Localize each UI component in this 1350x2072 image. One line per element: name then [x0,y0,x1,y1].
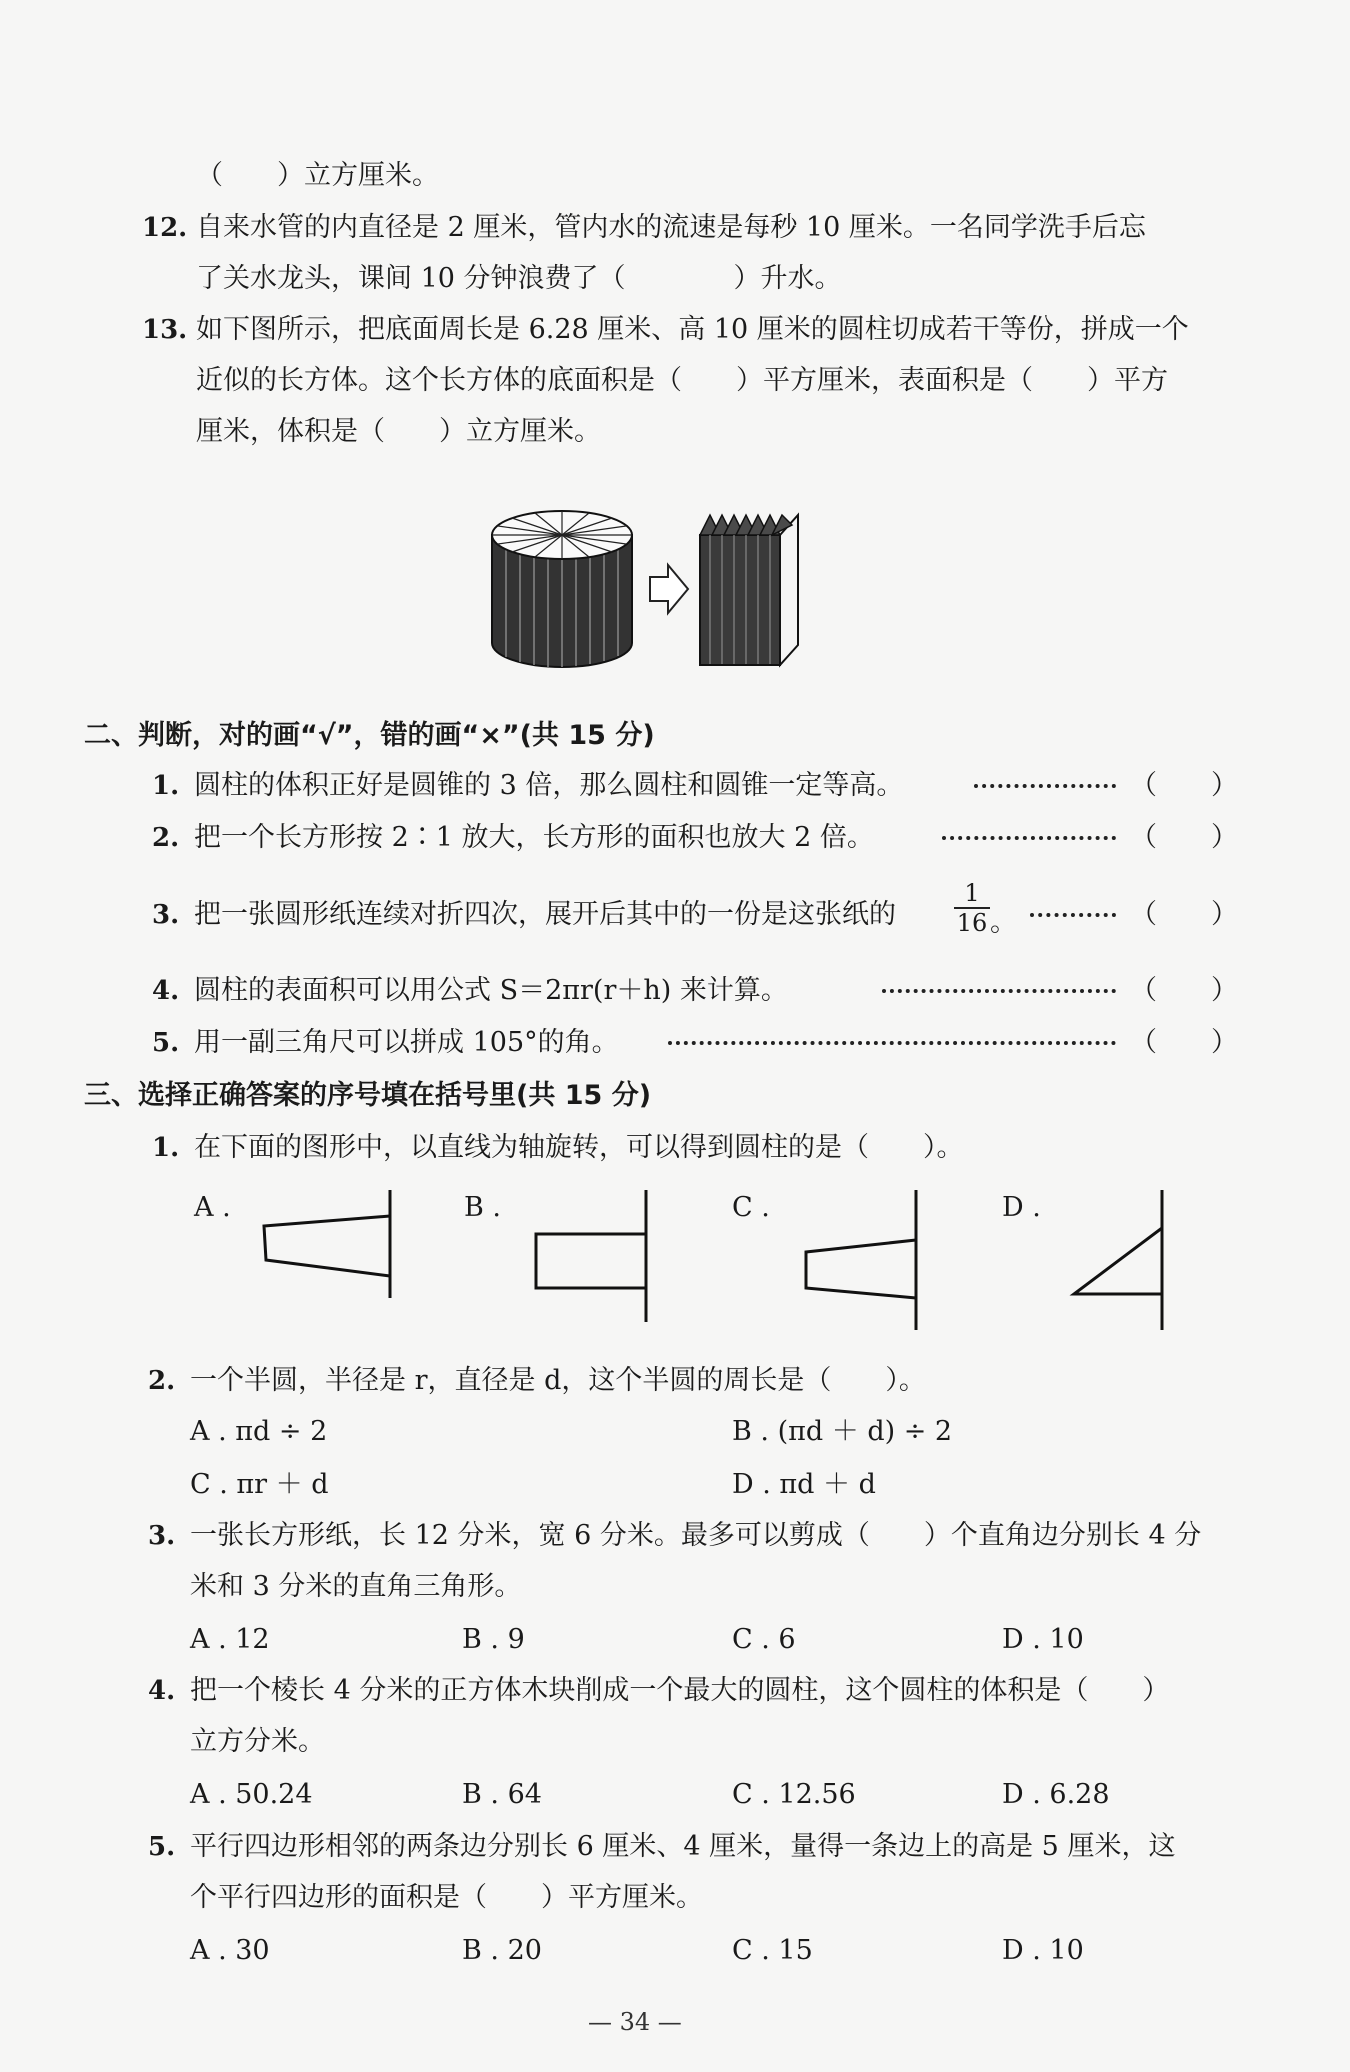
s2-q2-answer-bracket[interactable]: （ ） [1130,822,1238,853]
section2-title: 二、判断，对的画“√”，错的画“×”(共 15 分) [84,720,655,751]
s2-q1-number: 1. [152,771,180,801]
s2-q5-dots [668,1037,1116,1045]
s3-q4-option-d[interactable]: D . 6.28 [1002,1779,1110,1810]
s3-q4-option-a[interactable]: A . 50.24 [190,1779,313,1810]
cylinder-to-cuboid-figure [480,495,820,675]
s2-q4-answer-bracket[interactable]: （ ） [1130,975,1238,1006]
s3-q3-line2: 米和 3 分米的直角三角形。 [190,1571,522,1602]
s3-q4-option-b[interactable]: B . 64 [462,1779,542,1810]
s3-q5-number: 5. [148,1832,176,1862]
s3-q2-option-d[interactable]: D . πd ＋ d [732,1469,876,1500]
s2-q3-text: 把一张圆形纸连续对折四次，展开后其中的一份是这张纸的 [194,899,896,930]
shape-b-rectangle-figure [530,1190,650,1326]
s3-q5-option-c[interactable]: C . 15 [732,1935,813,1966]
s3-q1-label-d: D . [1002,1192,1041,1223]
s3-q3-option-d[interactable]: D . 10 [1002,1624,1084,1655]
q12-line2: 了关水龙头，课间 10 分钟浪费了（ ）升水。 [196,263,842,294]
continuation-line: （ ）立方厘米。 [196,160,439,191]
s3-q1-label-a: A . [194,1192,231,1223]
s3-q4-line2: 立方分米。 [190,1726,325,1757]
shape-d-triangle-figure [1070,1190,1170,1334]
s3-q1-label-b: B . [464,1192,502,1223]
s2-q5-answer-bracket[interactable]: （ ） [1130,1027,1238,1058]
s3-q5-option-a[interactable]: A . 30 [190,1935,270,1966]
s3-q2-text: 一个半圆，半径是 r，直径是 d，这个半圆的周长是（ ）。 [190,1365,926,1396]
q13-line3: 厘米，体积是（ ）立方厘米。 [196,416,601,447]
s2-q2-number: 2. [152,823,180,853]
section3-title: 三、选择正确答案的序号填在括号里(共 15 分) [84,1080,652,1111]
q12-number: 12. [142,213,188,243]
s2-q3-dots [1030,909,1116,917]
s3-q3-option-b[interactable]: B . 9 [462,1624,525,1655]
s3-q5-line1: 平行四边形相邻的两条边分别长 6 厘米、4 厘米，量得一条边上的高是 5 厘米，这 [190,1831,1176,1862]
q12-line1: 自来水管的内直径是 2 厘米，管内水的流速是每秒 10 厘米。一名同学洗手后忘 [196,212,1146,243]
s2-q3-number: 3. [152,900,180,930]
s3-q2-option-a[interactable]: A . πd ÷ 2 [190,1416,328,1447]
s2-q3-fraction [954,880,990,936]
s2-q2-text: 把一个长方形按 2∶1 放大，长方形的面积也放大 2 倍。 [194,822,874,853]
s3-q4-number: 4. [148,1676,176,1706]
s2-q1-dots [974,780,1116,788]
s3-q1-text: 在下面的图形中，以直线为轴旋转，可以得到圆柱的是（ ）。 [194,1132,964,1163]
shape-a-trapezoid-figure [260,1190,396,1302]
s3-q5-line2: 个平行四边形的面积是（ ）平方厘米。 [190,1882,703,1913]
s3-q3-option-a[interactable]: A . 12 [190,1624,270,1655]
s2-q2-dots [942,832,1116,840]
s2-q5-text: 用一副三角尺可以拼成 105°的角。 [194,1027,619,1058]
s3-q3-number: 3. [148,1521,176,1551]
q13-number: 13. [142,315,188,345]
s2-q4-text: 圆柱的表面积可以用公式 S＝2πr(r＋h) 来计算。 [194,975,788,1006]
s3-q3-option-c[interactable]: C . 6 [732,1624,796,1655]
s2-q1-answer-bracket[interactable]: （ ） [1130,770,1238,801]
s3-q2-option-c[interactable]: C . πr ＋ d [190,1469,329,1500]
s2-q3-tail: 。 [990,907,1017,938]
fraction-numerator: 1 [964,879,980,907]
shape-c-trapezoid-figure [800,1190,924,1334]
s3-q2-number: 2. [148,1366,176,1396]
s3-q1-label-c: C . [732,1192,770,1223]
page-number: — 34 — [588,2008,682,2036]
s2-q5-number: 5. [152,1028,180,1058]
s3-q4-option-c[interactable]: C . 12.56 [732,1779,856,1810]
s2-q4-dots [882,985,1116,993]
s2-q4-number: 4. [152,976,180,1006]
s3-q3-line1: 一张长方形纸，长 12 分米，宽 6 分米。最多可以剪成（ ）个直角边分别长 4 分 [190,1520,1202,1551]
q13-line2: 近似的长方体。这个长方体的底面积是（ ）平方厘米，表面积是（ ）平方 [196,365,1168,396]
s3-q2-option-b[interactable]: B . (πd ＋ d) ÷ 2 [732,1416,953,1447]
s3-q1-number: 1. [152,1133,180,1163]
s3-q5-option-b[interactable]: B . 20 [462,1935,542,1966]
s2-q3-answer-bracket[interactable]: （ ） [1130,899,1238,930]
s3-q5-option-d[interactable]: D . 10 [1002,1935,1084,1966]
q13-line1: 如下图所示，把底面周长是 6.28 厘米、高 10 厘米的圆柱切成若干等份，拼成一个 [196,314,1189,345]
s2-q1-text: 圆柱的体积正好是圆锥的 3 倍，那么圆柱和圆锥一定等高。 [194,770,904,801]
s3-q4-line1: 把一个棱长 4 分米的正方体木块削成一个最大的圆柱，这个圆柱的体积是（ ） [190,1675,1170,1706]
fraction-denominator: 16 [956,909,988,937]
